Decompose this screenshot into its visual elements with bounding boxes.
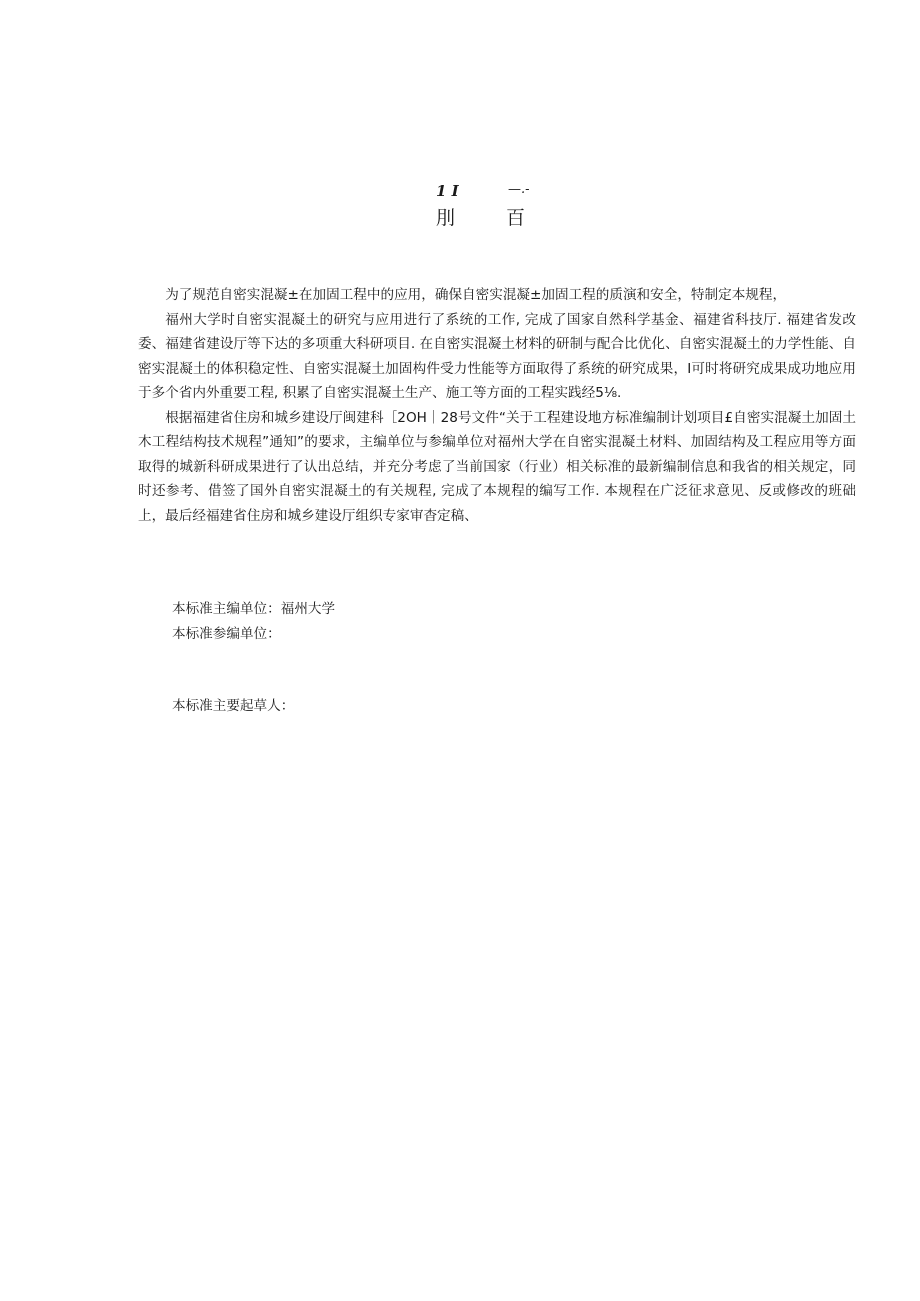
- paragraph-purpose: 为了规范自密实混凝±在加固工程中的应用，确保自密实混凝±加固工程的质演和安全，特制定本规程，: [165, 287, 787, 303]
- preface-body: [138, 283, 856, 528]
- heading-mark-left: 1 I: [436, 182, 459, 200]
- participating-units: 本标准参编单位：: [172, 626, 281, 642]
- paragraph-basis: 根据福建省住房和城乡建设厅闽建科［2OH｜28号文件“关于工程建设地方标准编制计划项目£自密实混凝土加固土木工程结构技术规程”通知”的要求，主编单位与参编单位对福州大学在自密实混凝土材料、加固结构及工程应用等方面取得的城新科研成果进行了认出总结，并充分考虑了当前国家（行业）相关标准的最新编制信息和我省的相关规定，同时还参考、借签了国外自密实混凝土的有关规程, 完成了本规程的编写工作. 本规程在广泛征求意见、反或修改的班础上，最后经福建省住房和城乡建设厅组织专家审杳定稿、: [138, 409, 856, 524]
- title-char-right: 百: [506, 207, 526, 229]
- heading-decoration: [0, 182, 920, 202]
- title-char-left: 刖: [436, 207, 456, 229]
- primary-editor-unit: 本标准主编单位：福州大学: [172, 601, 336, 617]
- main-drafters: 本标准主要起草人：: [172, 698, 295, 714]
- heading-mark-right: —.-: [508, 182, 530, 197]
- paragraph-research: 福州大学时自密实混凝土的研究与应用进行了系统的工作, 完成了国家自然科学基金、福建省科技厅. 福建省发改委、福建省建设厅等下达的多项重大科研项目. 在自密实混凝土材料的研制与配合比优化、自密实混凝土的力学性能、自密实混凝土的体积稳定性、自密实混凝土加固构件受力性能等方面取得了系统的研究成果，I可时将研究成果成功地应用于多个省内外重要工程, 积累了自密实混凝土生产、施工等方面的工程实践经5⅛.: [138, 311, 856, 401]
- page-title: [0, 203, 920, 229]
